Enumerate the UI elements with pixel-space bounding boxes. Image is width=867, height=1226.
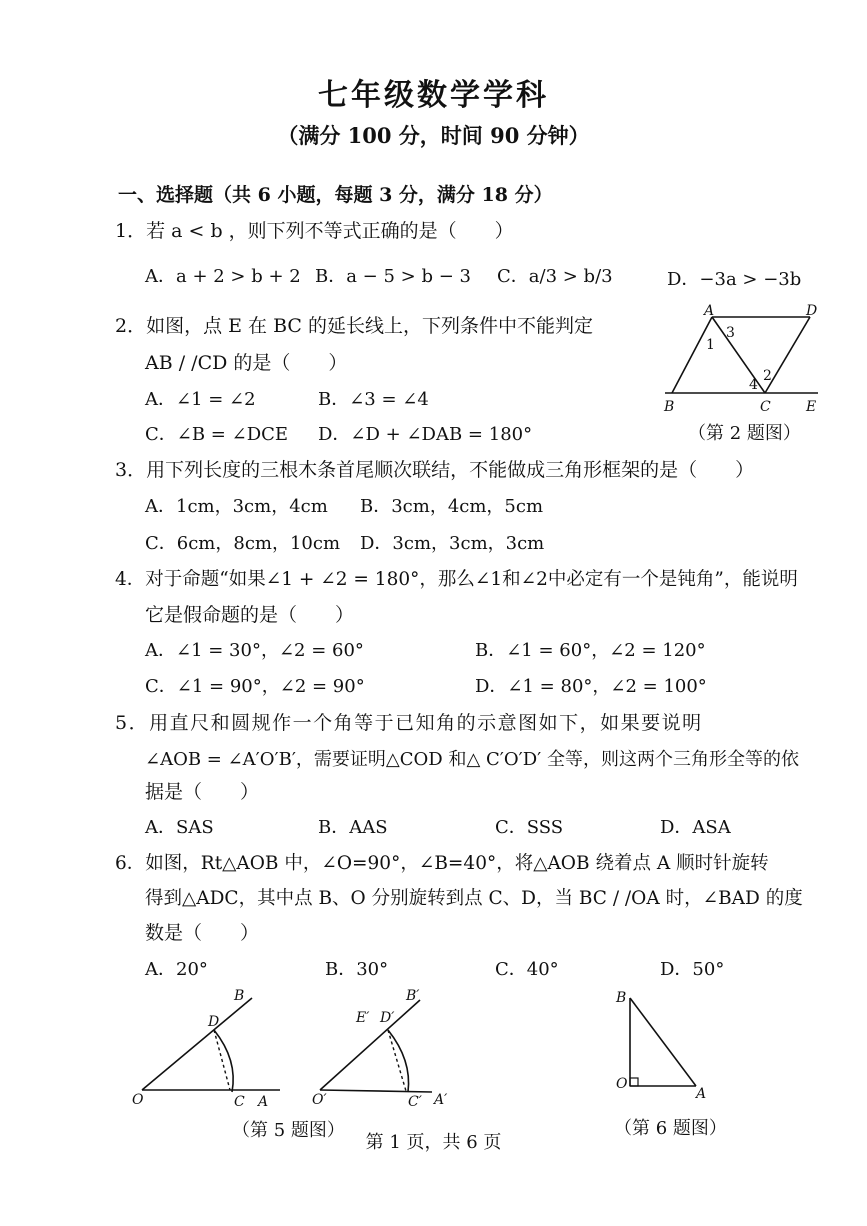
fig5-label-a: A <box>258 1094 269 1110</box>
q6-option-b: B．30° <box>325 959 389 980</box>
q5-option-c: C．SSS <box>495 817 564 838</box>
q4-option-b: B．∠1 = 60°，∠2 = 120° <box>475 640 706 661</box>
q6-stem-line2: 得到△ADC，其中点 B、O 分别旋转到点 C、D，当 BC / /OA 时，∠BAD 的度 <box>145 888 803 909</box>
q6-option-a: A．20° <box>145 959 208 980</box>
q1-option-d: D．−3a > −3b <box>667 269 802 290</box>
q6-stem-line3: 数是（ ） <box>145 922 260 944</box>
q2-stem-line1: 2．如图，点 E 在 BC 的延长线上，下列条件中不能判定 <box>115 315 593 337</box>
q3-option-b: B．3cm，4cm，5cm <box>360 496 544 517</box>
q4-stem-line1: 4．对于命题“如果∠1 + ∠2 = 180°，那么∠1和∠2中必定有一个是钝角”，能说明 <box>115 569 798 590</box>
fig6-label-o: O <box>616 1076 628 1092</box>
q3-stem: 3．用下列长度的三根木条首尾顺次联结，不能做成三角形框架的是（ ） <box>115 459 755 481</box>
q2-option-a: A．∠1 = ∠2 <box>145 389 256 410</box>
fig5-label-d: D <box>208 1014 220 1030</box>
q5-figure-caption: （第 5 题图） <box>232 1120 345 1141</box>
q5-figure-right <box>310 988 470 1118</box>
q4-option-a: A．∠1 = 30°，∠2 = 60° <box>145 640 364 661</box>
fig2-label-3: 3 <box>726 325 735 341</box>
q5-stem-line3: 据是（ ） <box>145 781 260 803</box>
q6-option-d: D．50° <box>660 959 725 980</box>
q2-figure <box>660 305 830 415</box>
page-footer: 第 1 页，共 6 页 <box>365 1132 502 1153</box>
q1-option-c: C．a/3 > b/3 <box>497 266 613 287</box>
fig5b-label-b: B′ <box>406 988 420 1004</box>
q1-stem: 1．若 a < b ，则下列不等式正确的是（ ） <box>115 220 514 242</box>
q2-figure-caption: （第 2 题图） <box>688 423 801 444</box>
q2-option-b: B．∠3 = ∠4 <box>318 389 429 410</box>
fig2-label-d: D <box>806 303 818 319</box>
page-title: 七年级数学学科 <box>318 78 549 113</box>
fig5-label-o: O <box>132 1092 144 1108</box>
fig2-label-1: 1 <box>706 337 715 353</box>
fig5-label-c: C <box>234 1094 245 1110</box>
fig5b-label-e: E′ <box>356 1010 370 1026</box>
q4-option-c: C．∠1 = 90°，∠2 = 90° <box>145 676 365 697</box>
fig2-label-4: 4 <box>749 377 758 393</box>
q3-option-a: A．1cm，3cm，4cm <box>145 496 328 517</box>
fig5-label-b: B <box>234 988 245 1004</box>
fig6-label-a: A <box>696 1086 707 1102</box>
fig5b-label-o: O′ <box>312 1092 327 1108</box>
fig5b-label-a: A′ <box>434 1092 448 1108</box>
q4-stem-line2: 它是假命题的是（ ） <box>145 604 355 626</box>
fig2-label-e: E <box>806 399 817 415</box>
q1-option-a: A．a + 2 > b + 2 <box>145 266 301 287</box>
q2-option-d: D．∠D + ∠DAB = 180° <box>318 424 533 445</box>
section-heading: 一、选择题（共 6 小题，每题 3 分，满分 18 分） <box>118 184 553 206</box>
q5-figure-left <box>130 988 290 1118</box>
q6-stem-line1: 6．如图，Rt△AOB 中，∠O=90°，∠B=40°，将△AOB 绕着点 A 顺时针旋转 <box>115 853 769 874</box>
fig2-label-2: 2 <box>763 368 772 384</box>
fig2-label-a: A <box>704 303 715 319</box>
q5-option-a: A．SAS <box>145 817 214 838</box>
q6-option-c: C．40° <box>495 959 559 980</box>
fig2-label-b: B <box>664 399 675 415</box>
q3-option-d: D．3cm，3cm，3cm <box>360 533 545 554</box>
fig5b-label-c: C′ <box>408 1094 422 1110</box>
q2-option-c: C．∠B = ∠DCE <box>145 424 289 445</box>
q3-option-c: C．6cm，8cm，10cm <box>145 533 341 554</box>
q6-figure <box>612 988 722 1102</box>
q5-option-d: D．ASA <box>660 817 731 838</box>
q5-stem-line1: 5．用直尺和圆规作一个角等于已知角的示意图如下，如果要说明 <box>115 712 703 734</box>
q5-stem-line2: ∠AOB = ∠A′O′B′，需要证明△COD 和△ C′O′D′ 全等，则这两个三角形全等的依 <box>145 749 799 770</box>
q5-option-b: B．AAS <box>318 817 388 838</box>
q4-option-d: D．∠1 = 80°，∠2 = 100° <box>475 676 707 697</box>
q6-figure-caption: （第 6 题图） <box>614 1118 727 1139</box>
q2-stem-line2: AB / /CD 的是（ ） <box>145 352 348 374</box>
fig6-label-b: B <box>616 990 627 1006</box>
fig2-label-c: C <box>760 399 771 415</box>
fig5b-label-d: D′ <box>380 1010 395 1026</box>
page-subtitle: （满分 100 分，时间 90 分钟） <box>277 123 590 148</box>
q1-option-b: B．a − 5 > b − 3 <box>315 266 471 287</box>
